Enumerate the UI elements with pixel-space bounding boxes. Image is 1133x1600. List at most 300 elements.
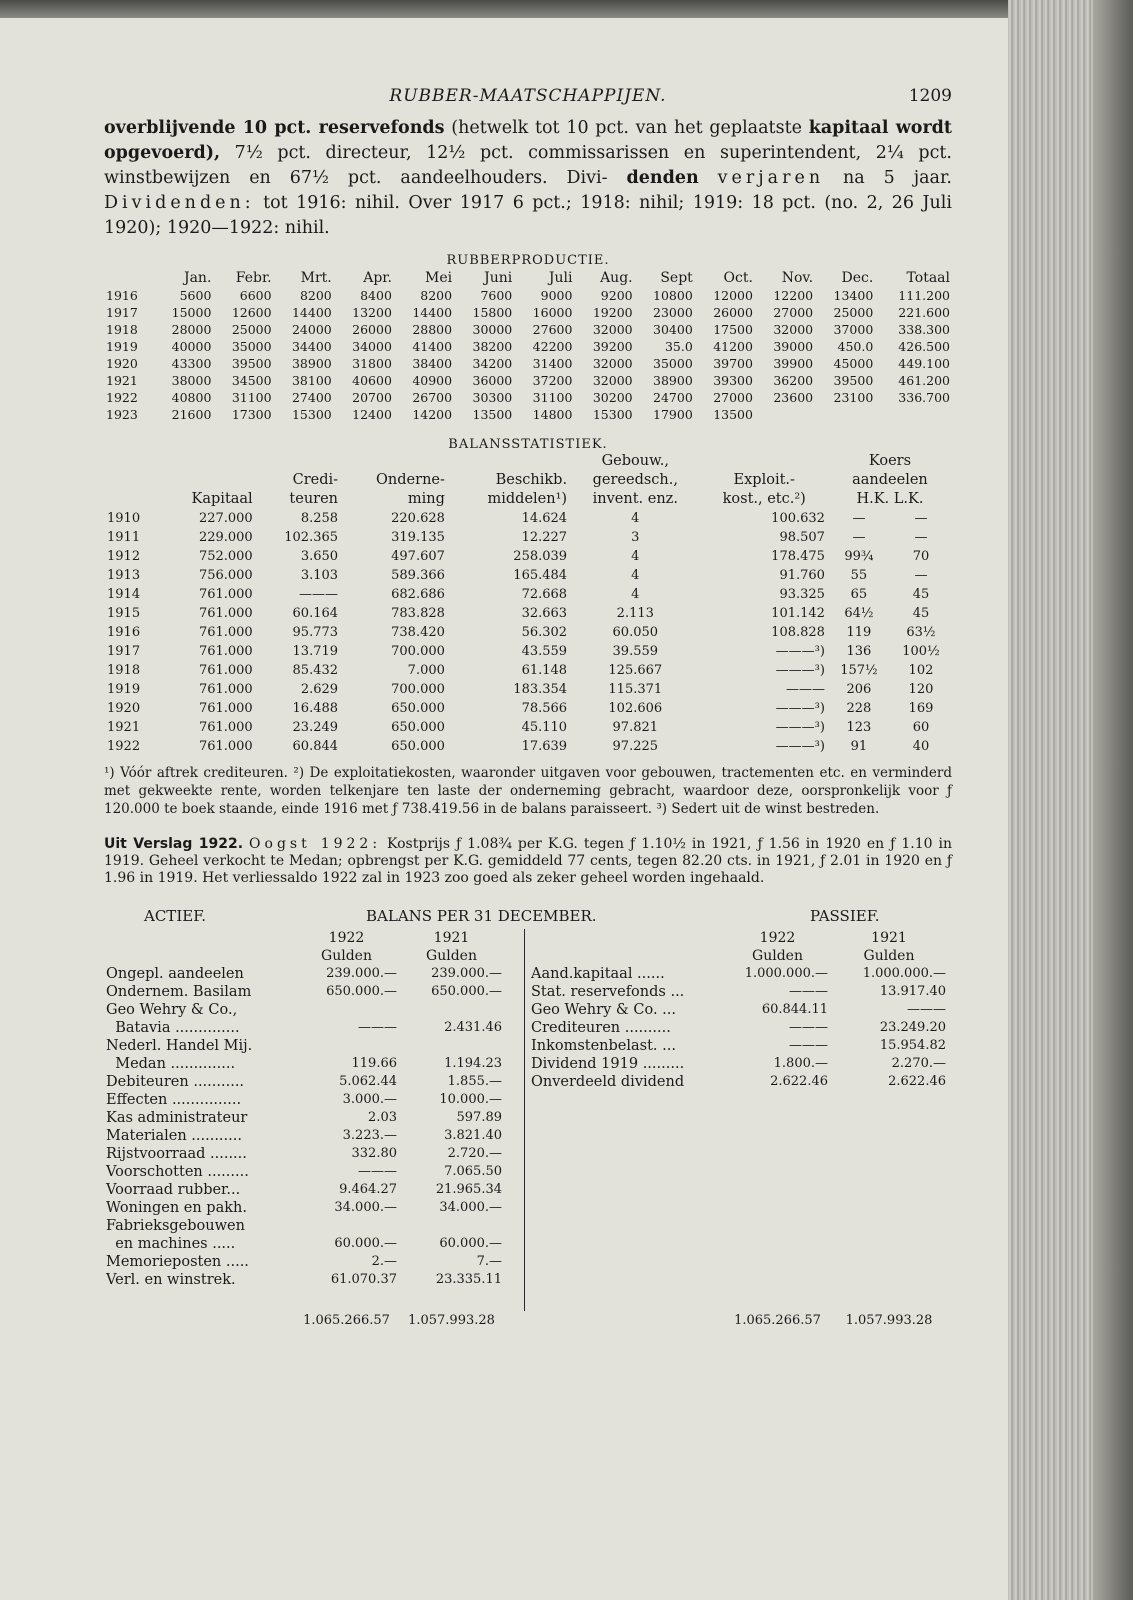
balance-stats-col-header: kost., etc.²) [722,491,806,507]
production-cell: 23000 [653,305,693,320]
balance-stats-col-header: gereedsch., [592,472,678,488]
production-col-header: Jan. [183,270,212,286]
production-cell: 27000 [773,305,814,320]
balance-stats-cell: 78.566 [521,701,568,716]
balance-stats-cell: 97.821 [612,720,659,735]
production-cell: 32000 [592,356,633,371]
balance-stats-cell: 738.420 [391,625,445,640]
production-cell: 43300 [171,356,212,371]
production-cell: 338.300 [898,322,950,337]
actief-label: Debiteuren ........... [106,1074,245,1090]
production-cell: 17300 [231,407,272,422]
balance-stats-cell: 12.227 [521,530,568,545]
intro-bold-3: denden [626,168,699,188]
actief-label: Materialen ........... [106,1128,242,1144]
actief-amount: 21.965.34 [435,1182,502,1197]
balance-stats-cell: ——— [299,587,339,602]
balance-stats-cell: ———³) [775,663,825,678]
balance-sheet-title: BALANS PER 31 DECEMBER. [366,907,597,925]
production-cell: 449.100 [898,356,950,371]
production-cell [815,406,875,423]
actief-rows [104,965,504,1289]
production-header-row [104,270,952,287]
balance-stats-cell: 700.000 [391,644,445,659]
actief-label: Voorraad rubber... [106,1182,241,1198]
balance-stats-cell: 3.103 [300,568,339,583]
balance-stats-cell: 70 [912,549,930,564]
actief-amount [294,1001,399,1019]
actief-label: Memorieposten ..... [106,1254,249,1270]
actief-amount: 119.66 [351,1056,397,1071]
actief-row [104,1037,504,1055]
balance-stats-cell: 258.039 [513,549,568,564]
production-col-header: Mei [424,270,453,286]
actief-label: Voorschotten ......... [106,1164,249,1180]
balance-stats-cell: 206 [846,682,872,697]
production-cell: 24000 [291,322,332,337]
balance-stats-col-header [448,452,570,471]
balance-stats-cell: 17.639 [521,739,568,754]
unit-1921: Gulden [426,948,477,964]
production-year: 1917 [106,305,138,320]
report-text: Kostprijs ƒ 1.08¾ per K.G. tegen ƒ 1.10½ in 1921, ƒ 1.56 in 1920 en ƒ 1.10 in 1919. Geheel verkocht te Medan; opbrengst per K.G. gemiddeld 77 cents, tegen 82.20 cts. in 1921, ƒ 2.01 in 1920 en ƒ 1.96 in 1919. Het verliessaldo 1922 zal in 1923 zoo goed als zeker geheel worden ingehaald. [104,836,953,886]
production-cell: 10800 [653,288,693,303]
production-cell: 41200 [713,339,753,354]
actief-amount: 5.062.44 [339,1074,397,1089]
balance-stats-col-header: aandeelen [852,472,928,488]
balance-stats-cell: 165.484 [513,568,568,583]
balance-stats-cell: 100½ [902,644,940,659]
balance-stats-col-header: Credi- [292,472,339,488]
actief-label: en machines ..... [106,1236,236,1252]
balance-stats-cell: 97.225 [612,739,659,754]
balance-stats-cell: 682.686 [391,587,445,602]
balance-stats-year: 1919 [107,682,141,697]
production-cell: 13500 [472,407,513,422]
production-cell: 14200 [412,407,453,422]
production-cell: 17900 [653,407,693,422]
balance-stats-col-header [104,452,160,471]
balance-stats-cell: 102 [908,663,934,678]
balance-stats-cell: 650.000 [391,720,445,735]
production-cell: 39500 [833,373,874,388]
production-cell: 32000 [592,373,633,388]
actief-amount: 34.000.— [334,1200,397,1215]
production-cell: 221.600 [898,305,950,320]
production-cell: 38200 [472,339,513,354]
actief-label: Woningen en pakh. [106,1200,247,1216]
balance-stats-col-header: middelen¹) [487,491,568,507]
production-cell: 28800 [412,322,453,337]
production-cell: 25000 [833,305,874,320]
balance-stats-col-header [701,452,828,471]
production-row [104,355,952,372]
balance-stats-row [104,604,952,623]
production-cell: 37200 [532,373,573,388]
balance-stats-cell: 169 [908,701,934,716]
balance-stats-col-header: Exploit.- [733,472,795,488]
passief-label: Dividend 1919 ......... [531,1056,685,1072]
production-cell: 15300 [291,407,332,422]
intro-paragraph [104,116,952,241]
passief-amount: 1.000.000.— [744,966,828,981]
passief-amount: 23.249.20 [879,1020,946,1035]
production-cell: 39300 [713,373,753,388]
balance-stats-cell: 123 [846,720,872,735]
production-col-header: Juni [484,270,513,286]
production-cell: 42200 [532,339,573,354]
production-cell: 30000 [472,322,513,337]
production-cell: 12400 [352,407,392,422]
production-cell: 39700 [713,356,753,371]
actief-label: Rijstvoorraad ........ [106,1146,247,1162]
balance-stats-cell: 60.844 [292,739,339,754]
passief-row [529,1055,948,1073]
actief-row [104,1199,504,1217]
balance-stats-col-header: Beschikb. [495,472,568,488]
balance-stats-col-header: H.K. L.K. [856,491,924,507]
balance-stats-cell: 178.475 [771,549,825,564]
balance-stats-year: 1920 [107,701,141,716]
production-row [104,372,952,389]
balance-stats-cell: 60 [912,720,930,735]
passief-row [529,1073,948,1091]
actief-amount [399,1037,504,1055]
actief-side [104,929,504,1289]
balance-stats-row [104,737,952,756]
balance-stats-cell: 3 [631,530,640,545]
passief-label: Geo Wehry & Co. ... [531,1002,677,1018]
balance-stats-col-header: Onderne- [376,472,445,488]
production-cell: 16000 [532,305,573,320]
production-cell: 35.0 [664,339,693,354]
balance-stats-year: 1921 [107,720,141,735]
passief-year-1922: 1922 [759,930,796,946]
balance-stats-cell: 45 [912,587,930,602]
actief-amount: 3.000.— [342,1092,397,1107]
production-cell: 13200 [352,305,392,320]
passief-year-1921: 1921 [871,930,907,946]
production-cell: 461.200 [898,373,950,388]
intro-text-2: 7½ pct. directeur, 12½ pct. commissarissen en superintendent, 2¼ pct. winstbewijzen en 67½ pct. aandeelhouders. Divi- [104,143,952,188]
production-cell: 23600 [773,390,814,405]
balance-stats-row [104,718,952,737]
balance-stats-cell: 98.507 [779,530,825,545]
balance-stats-cell: 761.000 [198,587,253,602]
production-cell: 40600 [352,373,392,388]
balance-stats-cell: 4 [631,568,640,583]
actief-amount: 10.000.— [439,1092,502,1107]
actief-amount [294,1217,399,1235]
passief-rows [529,965,948,1091]
page-title: RUBBER-MAATSCHAPPIJEN. [389,86,667,106]
actief-amount: 34.000.— [439,1200,502,1215]
passief-total-1922: 1.065.266.57 [734,1313,821,1328]
actief-label: ACTIEF. [144,907,207,925]
passief-amount: ——— [789,1020,828,1035]
balance-stats-col-header [160,452,256,471]
production-col-header: Juli [548,270,573,286]
balance-stats-header-row [104,471,952,490]
balance-stats-cell: 120 [908,682,934,697]
production-cell: 31800 [352,356,392,371]
production-col-header: Dec. [841,270,874,286]
intro-text-3: na 5 jaar. [824,168,952,188]
passief-year-row [529,929,948,947]
balance-stats-cell: 228 [846,701,872,716]
production-col-header: Totaal [906,270,950,286]
production-cell: 32000 [592,322,633,337]
passief-amount: 15.954.82 [879,1038,946,1053]
actief-row [104,1235,504,1253]
balance-stats-cell: 761.000 [198,644,253,659]
actief-row [104,1145,504,1163]
page-number: 1209 [908,86,952,106]
production-cell: 12000 [713,288,753,303]
intro-spaced-2: Dividenden: [104,193,255,213]
balance-stats-year: 1911 [107,530,141,545]
production-col-header: Febr. [235,270,272,286]
balance-stats-cell: 700.000 [391,682,445,697]
balance-stats-cell: 761.000 [198,682,253,697]
production-cell: 19200 [592,305,633,320]
balance-stats-cell: 60.164 [292,606,339,621]
balance-stats-col-header [104,490,160,509]
actief-year-row [104,929,504,947]
production-cell: 35000 [231,339,272,354]
actief-amount: 9.464.27 [339,1182,397,1197]
year-1921: 1921 [433,930,470,946]
actief-label: Ongepl. aandeelen [106,966,244,982]
actief-row [104,1253,504,1271]
production-cell: 39200 [592,339,633,354]
passief-amount: 60.844.11 [761,1002,828,1017]
passief-label: Inkomstenbelast. ... [531,1038,676,1054]
production-cell: 9200 [600,288,633,303]
passief-row [529,1001,948,1019]
report-paragraph [104,836,952,887]
production-cell: 15000 [171,305,212,320]
actief-row [104,983,504,1001]
production-cell: 26000 [713,305,753,320]
balance-stats-col-header [256,452,341,471]
actief-amount: 1.194.23 [444,1056,502,1071]
production-cell: 7600 [480,288,513,303]
production-cell [875,406,952,423]
actief-total-1921: 1.057.993.28 [408,1313,495,1328]
balance-stats-row [104,566,952,585]
balance-stats-cell: 72.668 [521,587,568,602]
production-cell: 32000 [773,322,814,337]
passief-label: Stat. reservefonds ... [531,984,685,1000]
year-1922: 1922 [328,930,365,946]
balance-stats-cell: 119 [846,625,872,640]
production-cell: 31400 [532,356,573,371]
production-cell: 5600 [179,288,212,303]
balance-stats-col-header: Gebouw., [601,453,669,469]
production-cell: 36200 [773,373,814,388]
production-cell: 14400 [291,305,332,320]
balance-stats-cell: 2.629 [300,682,339,697]
production-cell: 39500 [231,356,272,371]
passief-unit-1921: Gulden [863,948,915,964]
passief-amount: 1.800.— [773,1056,828,1071]
production-cell: 36000 [472,373,513,388]
production-cell: 39900 [773,356,814,371]
production-cell: 13500 [713,407,753,422]
book-edge-top [0,0,1133,18]
production-cell: 8400 [360,288,392,303]
production-cell: 30300 [472,390,513,405]
passief-label: PASSIEF. [810,907,880,925]
production-cell: 12200 [773,288,814,303]
production-row [104,406,952,423]
passief-row [529,1019,948,1037]
passief-unit-1922: Gulden [752,948,803,964]
balance-stats-cell: — [914,511,928,526]
balance-stats-cell: 64½ [844,606,874,621]
passief-label: Onverdeeld dividend [531,1074,685,1090]
balance-stats-col-header: ming [407,491,445,507]
production-cell: 39000 [773,339,814,354]
production-body [104,287,952,423]
production-cell: 38900 [291,356,332,371]
actief-amount: 7.— [476,1254,502,1269]
balance-stats-cell: 497.607 [391,549,445,564]
passief-row [529,983,948,1001]
production-cell: 17500 [713,322,753,337]
actief-row [104,1271,504,1289]
balance-stats-row [104,547,952,566]
balance-stats-row [104,699,952,718]
production-cell: 6600 [239,288,272,303]
production-cell: 8200 [420,288,453,303]
passief-label: Aand.kapitaal ...... [531,966,665,982]
production-cell: 34400 [291,339,332,354]
actief-unit-row [104,947,504,965]
production-col-header [104,270,153,287]
balance-stats-cell: 32.663 [521,606,568,621]
balance-stats-cell: 4 [631,549,640,564]
production-cell: 23100 [833,390,874,405]
passief-amount: ——— [907,1002,946,1017]
production-cell: 27600 [532,322,573,337]
balance-stats-cell: — [914,530,928,545]
production-title: RUBBERPRODUCTIE. [446,253,610,268]
footnotes: ¹) Vóór aftrek crediteuren. ²) De exploitatiekosten, waaronder uitgaven voor gebouwen, tractementen etc. en verminderd met gekweekte rente, worden telkenjare ten laste der onderneming gebracht, waardoor deze, oorspronkelijk voor ƒ 120.000 te boek staande, einde 1916 met ƒ 738.419.56 in de balans paraisseert. ³) Sedert uit de winst bestreden. [104,765,952,817]
production-cell: 450.0 [837,339,874,354]
balance-stats-cell: 756.000 [198,568,253,583]
production-year: 1919 [106,339,138,354]
balance-stats-cell: 227.000 [198,511,253,526]
actief-amount: 2.720.— [447,1146,502,1161]
passief-row [529,1037,948,1055]
balance-stats-header-row [104,490,952,509]
balance-stats-year: 1914 [107,587,141,602]
balance-stats-cell: 761.000 [198,625,253,640]
balance-stats-year: 1915 [107,606,141,621]
production-cell: 38000 [171,373,212,388]
intro-spaced-1: verjaren [717,168,825,188]
actief-totals [294,1313,504,1328]
balance-stats-year: 1916 [107,625,141,640]
balance-stats-cell: 115.371 [608,682,663,697]
balance-stats-cell: 125.667 [608,663,663,678]
balance-stats-title: BALANSSTATISTIEK. [448,437,608,452]
balance-stats-cell: 60.050 [612,625,659,640]
actief-label: Nederl. Handel Mij. [106,1038,253,1054]
actief-amount: 597.89 [456,1110,502,1125]
running-head [104,80,952,110]
production-cell: 38900 [653,373,693,388]
actief-amount: 332.80 [351,1146,397,1161]
unit-1922: Gulden [321,948,372,964]
actief-amount: 23.335.11 [435,1272,502,1287]
production-cell: 25000 [231,322,272,337]
production-cell: 13400 [833,288,874,303]
actief-label: Kas administrateur [106,1110,248,1126]
intro-bold-2: kapitaal wordt opgevoerd), [104,118,952,163]
balance-sheet [104,929,952,1329]
actief-amount [294,1037,399,1055]
production-year: 1922 [106,390,138,405]
production-cell: 24700 [653,390,693,405]
actief-amount: 239.000.— [326,966,397,981]
balance-stats-cell: 220.628 [391,511,445,526]
balance-stats-header [104,452,952,509]
report-lead: Uit Verslag 1922. [104,836,244,852]
actief-amount: 2.03 [368,1110,397,1125]
actief-amount: 3.821.40 [444,1128,502,1143]
actief-amount: 239.000.— [431,966,502,981]
balance-stats-cell: — [914,568,928,583]
actief-label: Fabrieksgebouwen [106,1218,245,1234]
production-year: 1916 [106,288,138,303]
passief-row [529,965,948,983]
production-cell: 27400 [291,390,332,405]
balance-stats-cell: ———³) [775,701,825,716]
balance-stats-body [104,509,952,756]
production-cell: 37000 [833,322,874,337]
balance-stats-cell: 55 [850,568,868,583]
balance-stats-cell: ———³) [775,739,825,754]
balance-stats-cell: 39.559 [612,644,659,659]
balance-stats-cell: 229.000 [198,530,253,545]
balance-stats-cell: 761.000 [198,720,253,735]
balance-stats-col-header: Kapitaal [191,491,253,507]
balance-stats-cell: 183.354 [513,682,568,697]
balance-stats-cell: 85.432 [292,663,339,678]
balance-stats-year: 1913 [107,568,141,583]
balance-stats-cell: 650.000 [391,701,445,716]
actief-row [104,1109,504,1127]
passief-amount: ——— [789,1038,828,1053]
balance-stats-row [104,642,952,661]
passief-totals [725,1313,948,1328]
intro-text-1: (hetwelk tot 10 pct. van het geplaatste [444,118,802,138]
production-cell: 9000 [540,288,573,303]
actief-row [104,1055,504,1073]
balance-stats-cell: 4 [631,587,640,602]
production-cell: 40800 [171,390,212,405]
actief-row [104,1073,504,1091]
balance-stats-row [104,528,952,547]
actief-amount: 2.— [371,1254,397,1269]
balance-stats-cell: 752.000 [198,549,253,564]
actief-row [104,1181,504,1199]
balance-stats-year: 1918 [107,663,141,678]
actief-amount [399,1001,504,1019]
